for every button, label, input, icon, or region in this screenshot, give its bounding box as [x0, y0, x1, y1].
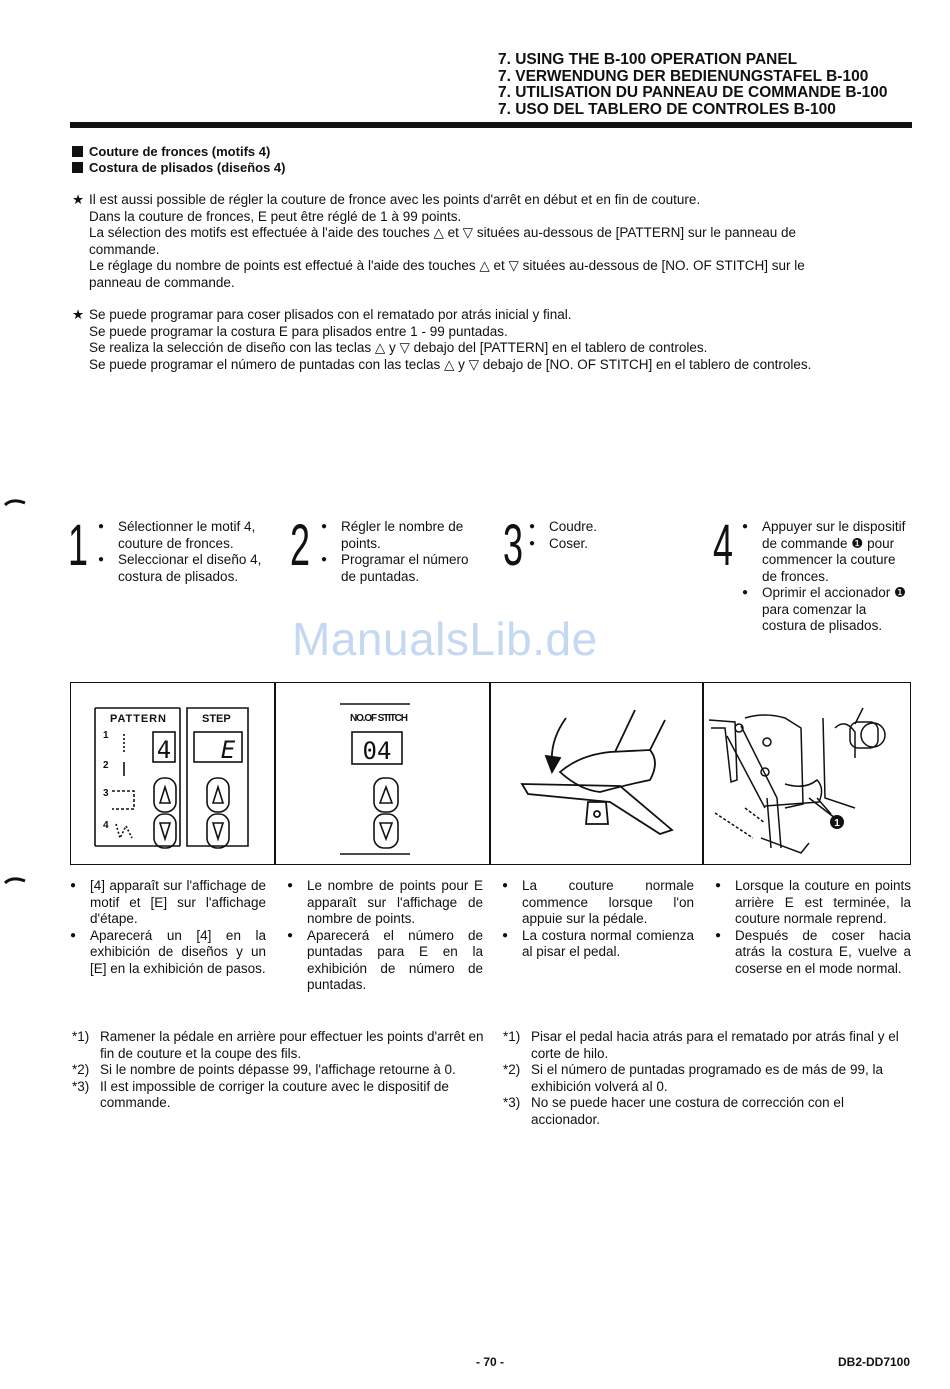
stitch-display-value: 04 [362, 737, 392, 765]
note-item [72, 1029, 484, 1062]
sewing-machine-head-illustration [705, 688, 910, 863]
caption-item: ● Aparecerá un [4] en la exhibición de diseños y un [E] en la exhibición de pasos. [70, 928, 266, 978]
caption-item: ● Después de coser hacia atrás la costura E, vuelve a coserse en el mode normal. [715, 928, 911, 978]
caption-item: ● Aparecerá el número de puntadas para E en la exhibición de número de puntadas. [287, 928, 483, 994]
header-line-es: 7. USO DEL TABLERO DE CONTROLES B-100 [498, 100, 836, 118]
caption-2 [287, 878, 483, 994]
step-number: 3 [503, 513, 524, 578]
intro-es-line: Se puede programar la costura E para plisados entre 1 - 99 puntadas. [89, 323, 508, 339]
step-item: ● Appuyer sur le dispositif de commande ❶ pour commencer la couture de fronces. [742, 519, 913, 585]
header-line-de: 7. VERWENDUNG DER BEDIENUNGSTAFEL B-100 [498, 67, 869, 85]
note-key: *2) [503, 1062, 521, 1077]
step-item: ● Régler le nombre de points. [321, 519, 480, 552]
header-line-fr: 7. UTILISATION DU PANNEAU DE COMMANDE B-100 [498, 84, 888, 101]
page-number: - 70 - [476, 1355, 505, 1369]
step-item: ● Coser. [529, 536, 693, 553]
step-item: ● Coudre. [529, 519, 693, 536]
intro-fr [72, 192, 912, 291]
note-text: No se puede hacer une costura de corrección con el accionador. [531, 1095, 844, 1127]
pattern-step-display-illustration [90, 696, 255, 856]
star-icon: ★ [72, 192, 85, 207]
note-item [503, 1029, 913, 1062]
step-item: ● Programar el número de puntadas. [321, 552, 480, 585]
note-item [72, 1062, 484, 1079]
caption-1 [70, 878, 266, 977]
caption-3 [502, 878, 694, 961]
square-bullet-icon [72, 162, 83, 173]
panel-divider [702, 682, 704, 865]
intro-es-line: Se puede programar para coser plisados con el rematado por atrás inicial y final. [89, 307, 572, 322]
step-1 [68, 513, 278, 585]
note-key: *1) [503, 1029, 521, 1044]
intro-es-line: Se puede programar el número de puntadas con las teclas △ y ▽ debajo de [NO. OF STITCH] en el tablero de controles. [89, 356, 812, 372]
note-item [503, 1062, 913, 1095]
document-code: DB2-DD7100 [838, 1355, 911, 1369]
watermark: ManualsLib.de [292, 613, 598, 665]
pattern-row-number: 1 [103, 730, 109, 741]
chapter-header [498, 52, 888, 118]
pattern-row-number: 3 [103, 788, 109, 799]
caption-item: ● Le nombre de points pour E apparaît sur l'affichage de nombre de points. [287, 878, 483, 928]
note-text: Si el número de puntadas programado es de más de 99, la exhibición volverá al 0. [531, 1062, 883, 1094]
intro-fr-line: Il est aussi possible de régler la couture de fronce avec les points d'arrêt en début et en fin de couture. [89, 192, 701, 207]
step-label: STEP [202, 713, 231, 725]
section-title [72, 144, 286, 176]
margin-mark-icon [4, 498, 26, 506]
intro-fr-line: commande. [89, 241, 160, 257]
note-key: *2) [72, 1062, 90, 1077]
step-item: ● Oprimir el accionador ❶ para comenzar la costura de plisados. [742, 585, 913, 635]
step-number: 4 [713, 513, 734, 578]
star-icon: ★ [72, 307, 85, 322]
header-rule [70, 122, 912, 128]
note-key: *1) [72, 1029, 90, 1044]
pedal-illustration [500, 700, 690, 850]
pattern-row-number: 2 [103, 760, 109, 771]
note-text: Pisar el pedal hacia atrás para el rematado por atrás final y el corte de hilo. [531, 1029, 899, 1061]
caption-item: ● La couture normale commence lorsque l'on appuie sur la pédale. [502, 878, 694, 928]
intro-fr-line: Dans la couture de fronces, E peut être réglé de 1 à 99 points. [89, 208, 462, 224]
caption-4 [715, 878, 911, 977]
notes-es [503, 1029, 913, 1128]
callout-number: 1 [834, 818, 840, 829]
stitch-display-illustration [330, 696, 430, 856]
step-3 [503, 513, 693, 578]
pattern-label: PATTERN [110, 713, 166, 725]
note-key: *3) [503, 1095, 521, 1110]
step-item: ● Seleccionar el diseño 4, costura de plisados. [98, 552, 278, 585]
intro-es-line: Se realiza la selección de diseño con las teclas △ y ▽ debajo del [PATTERN] en el tablero de controles. [89, 340, 708, 355]
margin-mark-icon [4, 876, 26, 884]
step-number: 1 [68, 513, 89, 578]
panel-divider [489, 682, 491, 865]
step-number: 2 [290, 513, 311, 578]
step-2 [290, 513, 480, 585]
pattern-row-number: 4 [103, 820, 109, 831]
note-text: Il est impossible de corriger la couture avec le dispositif de commande. [100, 1078, 449, 1110]
square-bullet-icon [72, 146, 83, 157]
notes-fr [72, 1029, 484, 1112]
note-text: Ramener la pédale en arrière pour effectuer les points d'arrêt en fin de couture et la coupe des fils. [100, 1029, 484, 1061]
intro-es [72, 307, 912, 373]
stitch-label: NO.OF STITCH [350, 713, 408, 724]
caption-item: ● La costura normal comienza al pisar el pedal. [502, 928, 694, 961]
panel-divider [274, 682, 276, 865]
note-text: Si le nombre de points dépasse 99, l'affichage retourne à 0. [100, 1062, 456, 1077]
note-item [72, 1079, 484, 1112]
pattern-display-value: 4 [156, 736, 172, 764]
caption-item: ● [4] apparaît sur l'affichage de motif et [E] sur l'affichage d'étape. [70, 878, 266, 928]
step-4 [713, 513, 913, 635]
caption-item: ● Lorsque la couture en points arrière E est terminée, la couture normale reprend. [715, 878, 911, 928]
step-item: ● Sélectionner le motif 4, couture de fronces. [98, 519, 278, 552]
intro-fr-line: La sélection des motifs est effectuée à l'aide des touches △ et ▽ situées au-dessous de [PATTERN] sur le panneau de [89, 225, 796, 240]
intro-fr-line: Le réglage du nombre de points est effectué à l'aide des touches △ et ▽ situées au-dessous de [NO. OF STITCH] sur le [89, 258, 805, 273]
note-key: *3) [72, 1078, 90, 1094]
note-item [503, 1095, 913, 1128]
section-title-es: Costura de plisados (diseños 4) [89, 160, 286, 175]
intro-fr-line: panneau de commande. [89, 274, 235, 290]
step-display-value: E [220, 736, 236, 764]
header-line-en: 7. USING THE B-100 OPERATION PANEL [498, 51, 798, 68]
section-title-fr: Couture de fronces (motifs 4) [89, 144, 271, 159]
